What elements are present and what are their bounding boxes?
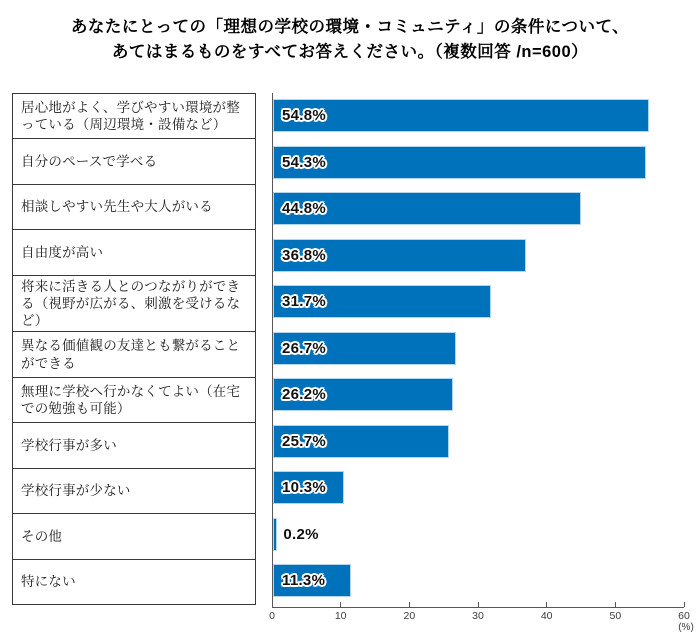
bar-row: [273, 419, 700, 466]
category-label: 異なる価値観の友達とも繋がることができる: [21, 338, 241, 371]
x-axis-tick-label: 50: [609, 610, 622, 622]
x-axis-tick: [340, 602, 341, 607]
category-label: 相談しやすい先生や大人がいる: [21, 199, 213, 215]
x-axis-tick-label: 30: [472, 610, 484, 622]
x-axis-tick-label: 60: [678, 610, 690, 622]
x-axis-tick-label: 40: [540, 610, 553, 622]
category-row: [13, 94, 255, 139]
x-axis-tick-label: 20: [403, 610, 416, 622]
x-axis-tick: [546, 602, 547, 607]
bar-value-label: 0.2%: [283, 525, 319, 543]
bar-row: [273, 372, 700, 419]
category-row: [13, 230, 255, 275]
bar-value-label: 26.7%: [282, 339, 327, 357]
bar-row: [273, 326, 700, 373]
bar-row: [273, 512, 700, 559]
bar-row: [273, 279, 700, 326]
category-row: [13, 560, 255, 604]
category-label: 学校行事が多い: [21, 437, 117, 453]
chart-title-line2: あてはまるものをすべてお答えください。（複数回答 /n=600）: [111, 43, 589, 61]
bar-row: [273, 93, 700, 140]
category-row: [13, 185, 255, 230]
category-row: [13, 378, 255, 423]
bar-row: [273, 465, 700, 512]
category-row: [13, 139, 255, 184]
category-label: 特にない: [21, 574, 76, 590]
category-row: [13, 469, 255, 514]
plot-area: [269, 93, 700, 642]
chart-title-line1: あなたにとっての「理想の学校の環境・コミュニティ」の条件について、: [70, 18, 630, 36]
x-axis-tick-label: 10: [334, 610, 347, 622]
category-row: [13, 276, 255, 333]
x-axis-tick: [615, 602, 616, 607]
bar: [273, 99, 649, 132]
bar-row: [273, 140, 700, 187]
category-row: [13, 514, 255, 559]
category-label: 学校行事が少ない: [21, 483, 131, 499]
bar-value-label: 10.3%: [282, 479, 327, 496]
category-label: 自分のペースで学べる: [21, 154, 158, 169]
bar-row: [273, 558, 700, 605]
bar-value-label: 54.8%: [282, 107, 327, 124]
category-table: [12, 93, 256, 605]
bar: [273, 146, 646, 179]
bar-row: [273, 186, 700, 233]
bar-value-label: 31.7%: [282, 293, 327, 310]
bar-value-label: 26.2%: [282, 386, 327, 403]
category-label: 無理に学校へ行かなくてよい（在宅での勉強も可能）: [21, 383, 241, 417]
x-axis-tick: [478, 602, 479, 607]
x-axis-tick-label: 0: [269, 610, 275, 622]
bar-value-label: 25.7%: [282, 432, 327, 450]
category-label: 自由度が高い: [21, 244, 104, 260]
bar-row: [273, 233, 700, 280]
chart-title: [0, 15, 700, 65]
bar-value-label: 36.8%: [282, 246, 327, 264]
x-axis-line: [272, 607, 684, 608]
x-axis-tick: [684, 602, 685, 607]
bar: [273, 518, 277, 551]
category-row: [13, 423, 255, 468]
bar-value-label: 44.8%: [282, 200, 327, 217]
x-axis-tick: [409, 602, 410, 607]
category-label: 居心地がよく、学びやすい環境が整っている（周辺環境・設備など）: [21, 99, 240, 133]
bar-value-label: 11.3%: [282, 572, 326, 589]
category-label: 将来に活きる人とのつながりができる（視野が広がる、刺激を受けるなど）: [21, 278, 241, 329]
bar-value-label: 54.3%: [282, 153, 327, 171]
category-label: その他: [21, 528, 63, 544]
category-row: [13, 332, 255, 377]
x-axis-unit-label: (%): [678, 622, 694, 633]
